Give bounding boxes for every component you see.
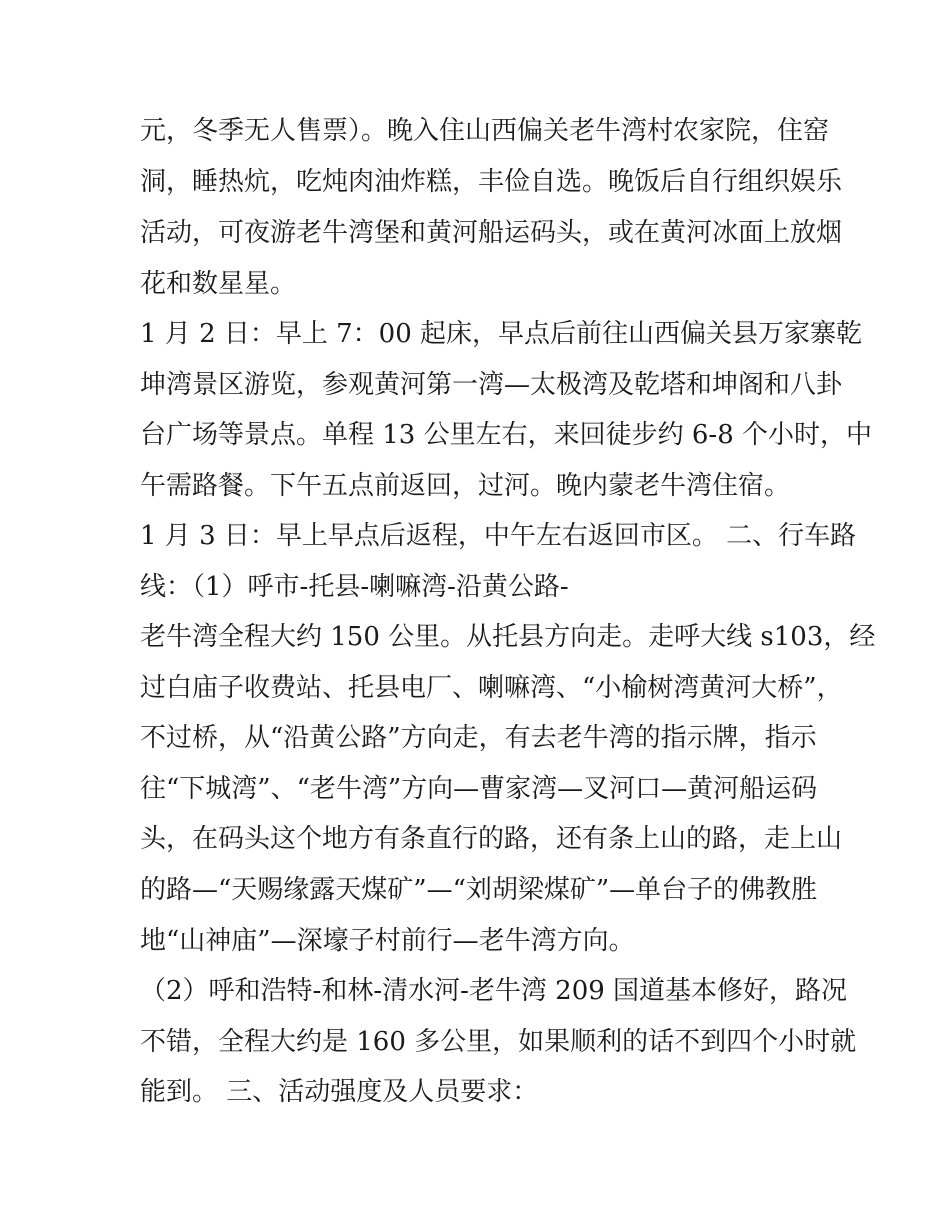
text-line: 坤湾景区游览，参观黄河第一湾—太极湾及乾塔和坤阁和八卦	[140, 370, 843, 400]
text-line: （2）呼和浩特-和林-清水河-老牛湾 209 国道基本修好，路况	[140, 976, 848, 1006]
text-line: 头，在码头这个地方有条直行的路，还有条上山的路，走上山	[140, 824, 843, 854]
text-line: 台广场等景点。单程 13 公里左右，来回徒步约 6-8 个小时，中	[140, 420, 873, 450]
text-line: 老牛湾全程大约 150 公里。从托县方向走。走呼大线 s103，经	[140, 622, 876, 652]
text-line: 的路—“天赐缘露天煤矿”—“刘胡梁煤矿”—单台子的佛教胜	[140, 875, 818, 905]
text-line: 活动，可夜游老牛湾堡和黄河船运码头，或在黄河冰面上放烟	[140, 218, 843, 248]
text-line: 不过桥，从“沿黄公路”方向走，有去老牛湾的指示牌，指示	[140, 723, 817, 753]
text-line: 花和数星星。	[140, 269, 297, 299]
text-line: 午需路餐。下午五点前返回，过河。晚内蒙老牛湾住宿。	[140, 471, 791, 501]
text-line: 洞，睡热炕，吃炖肉油炸糕，丰俭自选。晚饭后自行组织娱乐	[140, 167, 843, 197]
text-line: 线：（1）呼市-托县-喇嘛湾-沿黄公路-	[140, 572, 569, 602]
text-line: 1 月 3 日：早上早点后返程，中午左右返回市区。 二、行车路	[140, 521, 857, 551]
text-line: 往“下城湾”、“老牛湾”方向—曹家湾—叉河口—黄河船运码	[140, 774, 818, 804]
text-line: 能到。 三、活动强度及人员要求：	[140, 1077, 539, 1107]
text-line: 过白庙子收费站、托县电厂、喇嘛湾、“小榆树湾黄河大桥”，	[140, 673, 843, 703]
text-line: 地“山神庙”—深壕子村前行—老牛湾方向。	[140, 926, 635, 956]
text-line: 不错，全程大约是 160 多公里，如果顺利的话不到四个小时就	[140, 1027, 857, 1057]
text-line: 1 月 2 日：早上 7：00 起床，早点后前往山西偏关县万家寨乾	[140, 319, 863, 349]
text-line: 元，冬季无人售票）。晚入住山西偏关老牛湾村农家院，住窑	[140, 116, 830, 146]
